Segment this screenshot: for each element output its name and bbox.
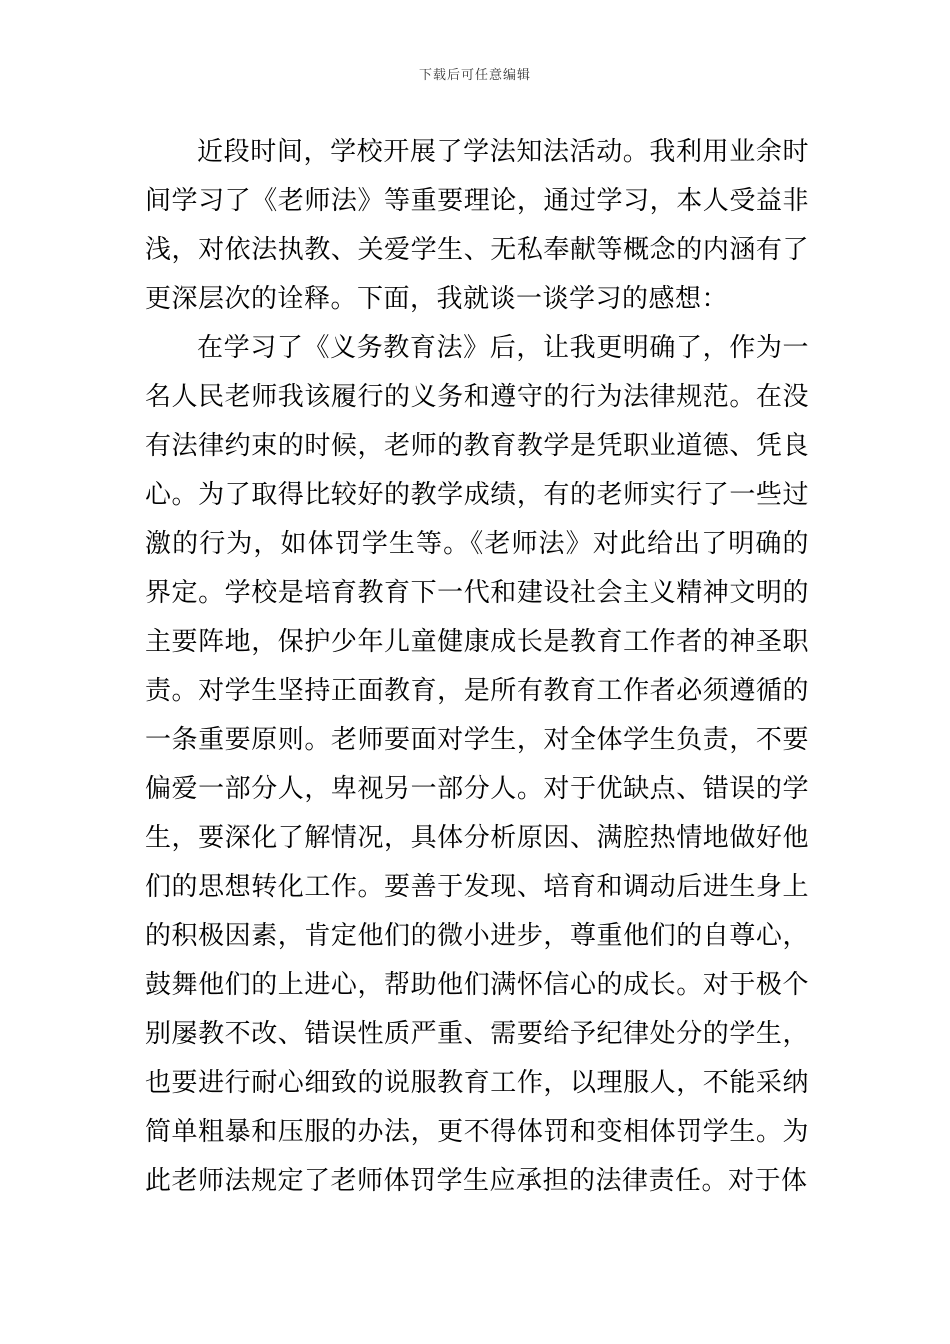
header-note: 下载后可任意编辑 (418, 68, 531, 83)
paragraph-2: 在学习了《义务教育法》后，让我更明确了，作为一名人民老师我该履行的义务和遵守的行为法律规范。在没有法律约束的时候，老师的教育教学是凭职业道德、凭良心。为了取得比较好的教学成绩，有的老师实行了一些过激的行为，如体罚学生等。《老师法》对此给出了明确的界定。学校是培育教育下一代和建设社会主义精神文明的主要阵地，保护少年儿童健康成长是教育工作者的神圣职责。对学生坚持正面教育，是所有教育工作者必须遵循的一条重要原则。老师要面对学生，对全体学生负责，不要偏爱一部分人，卑视另一部分人。对于优缺点、错误的学生，要深化了解情况，具体分析原因、满腔热情地做好他们的思想转化工作。要善于发现、培育和调动后进生身上的积极因素，肯定他们的微小进步，尊重他们的自尊心，鼓舞他们的上进心，帮助他们满怀信心的成长。对于极个别屡教不改、错误性质严重、需要给予纪律处分的学生，也要进行耐心细致的说服教育工作，以理服人，不能采纳简单粗暴和压服的办法，更不得体罚和变相体罚学生。为此老师法规定了老师体罚学生应承担的法律责任。对于体 (145, 333, 809, 1196)
document-body (145, 128, 809, 1206)
paragraph-1: 近段时间，学校开展了学法知法活动。我利用业余时间学习了《老师法》等重要理论，通过学习，本人受益非浅，对依法执教、关爱学生、无私奉献等概念的内涵有了更深层次的诠释。下面，我就谈一谈学习的感想： (145, 137, 809, 314)
